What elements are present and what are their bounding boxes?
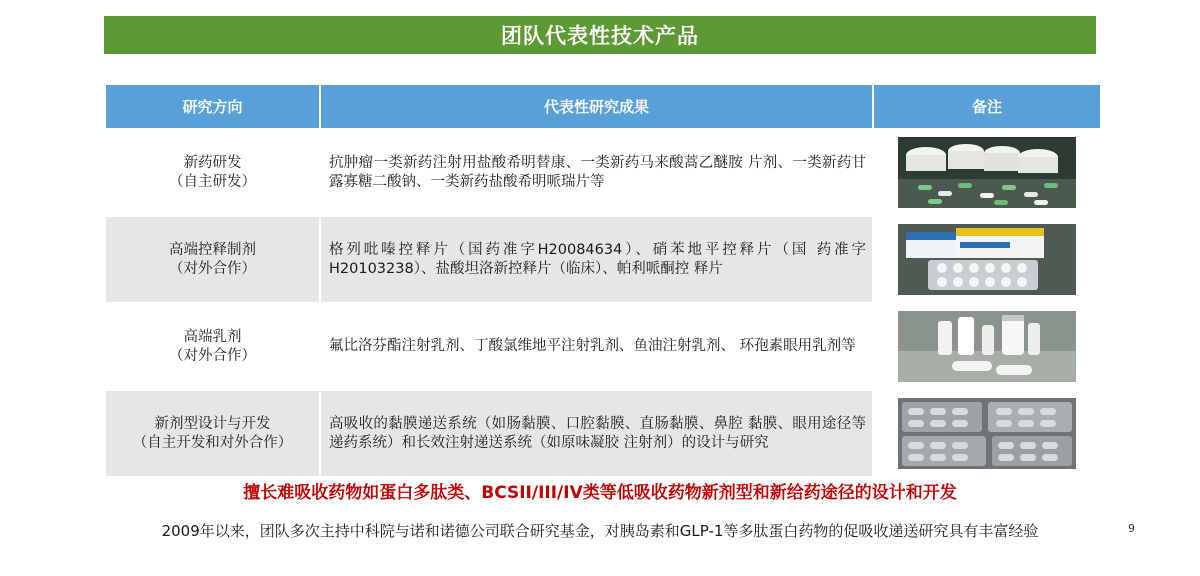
table-row xyxy=(106,390,1100,476)
page-number: 9 xyxy=(1128,522,1135,535)
header-results: 代表性研究成果 xyxy=(320,85,873,129)
blister-packs-photo xyxy=(898,398,1076,469)
direction-label: 新剂型设计与开发 xyxy=(154,415,271,432)
direction-label: 新药研发 xyxy=(183,154,242,171)
page-title: 团队代表性技术产品 xyxy=(104,16,1096,54)
table-row xyxy=(106,216,1100,303)
highlight-statement: 擅长难吸收药物如蛋白多肽类、BCSII/III/IV类等低吸收药物新剂型和新给药途径的设计和开发 xyxy=(243,483,957,503)
result-cell: 格列吡嗪控释片（国药准字H20084634）、硝苯地平控释片（国 药准字H20103238）、盐酸坦洛新控释片（临床）、帕利哌酮控 释片 xyxy=(320,216,873,303)
result-cell: 高吸收的黏膜递送系统（如肠黏膜、口腔黏膜、直肠黏膜、鼻腔 黏膜、眼用途径等递药系统）和长效注射递送系统（如原味凝胶 注射剂）的设计与研究 xyxy=(320,390,873,476)
note-cell xyxy=(873,303,1100,390)
direction-sub: （对外合作） xyxy=(169,260,256,277)
result-cell: 氟比洛芬酯注射乳剂、丁酸氯维地平注射乳剂、鱼油注射乳剂、 环孢素眼用乳剂等 xyxy=(320,303,873,390)
products-table xyxy=(106,85,1100,476)
direction-cell xyxy=(106,390,320,476)
direction-sub: （自主开发和对外合作） xyxy=(132,434,293,451)
header-notes: 备注 xyxy=(873,85,1100,129)
note-cell xyxy=(873,390,1100,476)
direction-label: 高端控释制剂 xyxy=(169,241,256,258)
result-cell: 抗肿瘤一类新药注射用盐酸希明替康、一类新药马来酸蒿乙醚胺 片剂、一类新药甘露寡糖二酸钠、一类新药盐酸希明哌瑞片等 xyxy=(320,129,873,216)
direction-cell xyxy=(106,303,320,390)
direction-cell xyxy=(106,129,320,216)
direction-label: 高端乳剂 xyxy=(183,328,242,345)
direction-sub: （自主研发） xyxy=(169,173,256,190)
emulsion-vials-photo xyxy=(898,311,1076,382)
note-cell xyxy=(873,216,1100,303)
tablet-boxes-photo xyxy=(898,224,1076,295)
table-header-row xyxy=(106,85,1100,129)
note-cell xyxy=(873,129,1100,216)
table-row xyxy=(106,303,1100,390)
pill-bottles-photo xyxy=(898,137,1076,208)
table-row xyxy=(106,129,1100,216)
direction-cell xyxy=(106,216,320,303)
header-direction: 研究方向 xyxy=(106,85,320,129)
footer-note: 2009年以来，团队多次主持中科院与诺和诺德公司联合研究基金，对胰岛素和GLP-1等多肽蛋白药物的促吸收递送研究具有丰富经验 xyxy=(161,522,1039,540)
direction-sub: （对外合作） xyxy=(169,347,256,364)
